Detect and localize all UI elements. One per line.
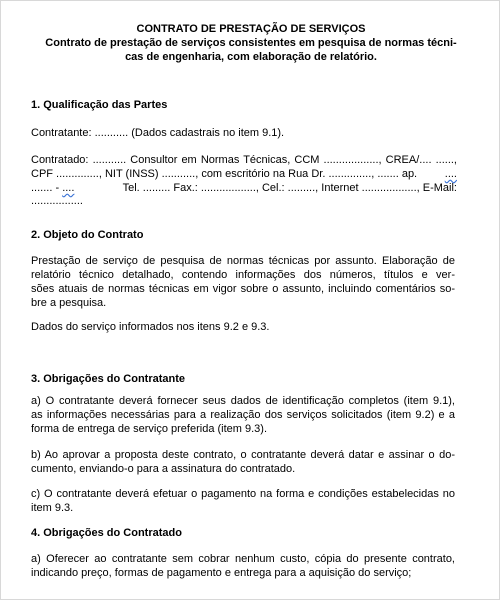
contratado-text: .... [444,168,457,180]
paragraph-line: cumento, enviando-o para a assinatura do contratado. [31,463,296,475]
paragraph-line: forma de entrega de serviço preferida (item 9.3). [31,423,268,435]
paragraph-line: Dados do serviço informados nos itens 9.2 e 9.3. [31,321,270,333]
section-heading: 3. Obrigações do Contratante [31,373,186,385]
paragraph-line: c) O contratante deverá efetuar o pagamento na forma e condições estabelecidas no [31,488,455,500]
section-heading: 1. Qualificação das Partes [31,99,168,111]
document-title: CONTRATO DE PRESTAÇÃO DE SERVIÇOS [136,23,366,35]
document-subtitle-line: Contrato de prestação de serviços consistentes em pesquisa de normas técni- [45,37,457,49]
contratado-line [31,167,457,181]
section-heading: 4. Obrigações do Contratado [31,527,182,539]
paragraph-line: sões atuais de normas técnicas em vigor sobre o assunto, incluindo comentários so- [31,283,455,295]
paragraph-line: item 9.3. [31,502,74,514]
contratado-text: Tel. ......... Fax.: .................., Cel.: ........., Internet .................., E-Mail: [122,182,457,194]
contratado-text: CPF .............., NIT (INSS) ..........., com escritório na Rua Dr. .............., ....... ap. [31,168,418,180]
document-subtitle-line: cas de engenharia, com elaboração de relatório. [125,51,377,63]
paragraph-line: indicando preço, formas de pagamento e entrega para a aquisição do serviço; [31,567,412,579]
contratado-line [31,181,457,195]
contratado-text: .... [62,182,75,194]
paragraph-line: Prestação de serviço de pesquisa de normas técnicas por assunto. Elaboração de [31,255,455,267]
contratante-line: Contratante: ........... (Dados cadastrais no item 9.1). [31,127,285,139]
contratado-text: ....... - [31,182,60,194]
contratado-line: Contratado: ........... Consultor em Normas Técnicas, CCM .................., CREA/.... ......, [31,154,457,166]
contratado-line: ................. [31,195,83,207]
paragraph-line: bre a pesquisa. [31,297,107,309]
paragraph-line: a) O contratante deverá fornecer seus dados de identificação completos (item 9.1), [31,395,455,407]
paragraph-line: relatório técnico detalhado, contendo informações dos números, títulos e ver- [31,269,455,281]
paragraph-line: as informações necessárias para a realização dos serviços solicitados (item 9.2) e a [31,409,455,421]
paragraph-line: a) Oferecer ao contratante sem cobrar nenhum custo, cópia do presente contrato, [31,553,455,565]
section-heading: 2. Objeto do Contrato [31,229,144,241]
paragraph-line: b) Ao aprovar a proposta deste contrato, o contratante deverá datar e assinar o do- [31,449,455,461]
